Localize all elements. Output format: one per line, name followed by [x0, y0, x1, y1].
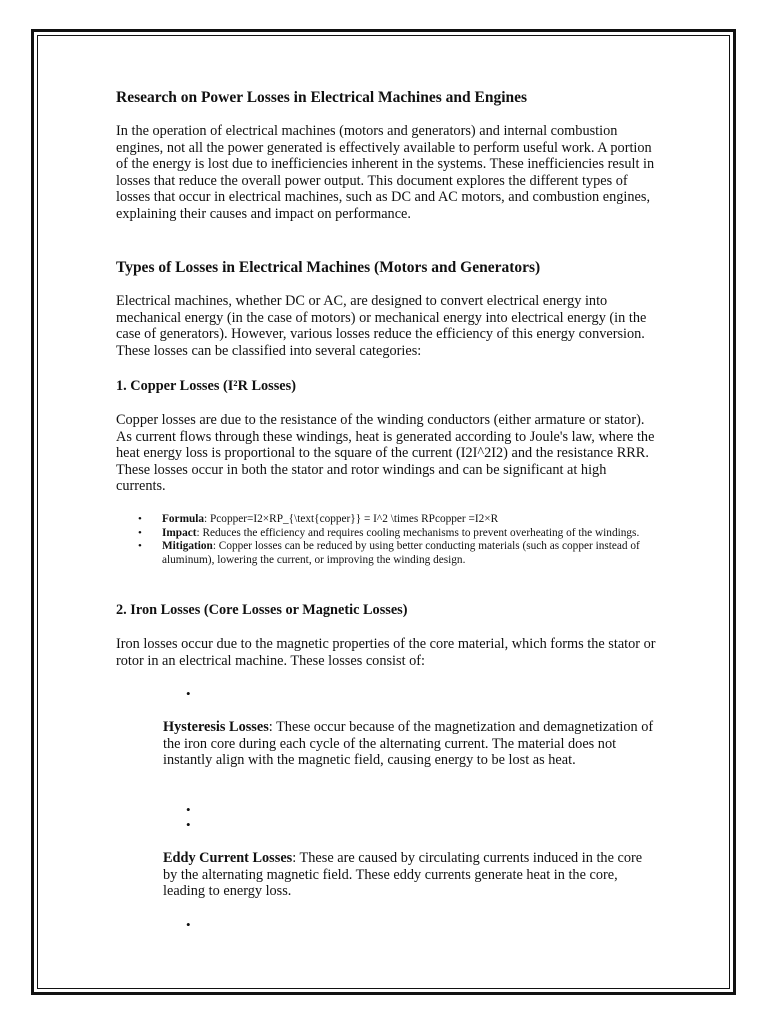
paragraph-eddy-current	[163, 850, 656, 900]
bullet-marker: •	[186, 917, 191, 932]
bullet-label: Mitigation	[162, 540, 213, 553]
eddy-text: : These are caused by circulating currents induced in the core by the alternating magnetic field. These eddy currents generate heat in the core, leading to energy loss.	[163, 850, 643, 900]
intro-paragraph: In the operation of electrical machines (motors and generators) and internal combustion engines, not all the power generated is effectively available to perform useful work. A portion of the energy is lost due to inefficiencies inherent in the systems. These inefficiencies result in losses that reduce the overall power output. This document explores the different types of losses that occur in electrical machines, such as DC and AC motors, and combustion engines, explaining their causes and impact on performance.	[116, 123, 655, 222]
paragraph-hysteresis	[163, 719, 656, 769]
bullet-marker: •	[186, 817, 191, 832]
copper-bullet-list	[136, 513, 646, 567]
bullet-label: Impact	[162, 526, 197, 539]
bullet-text: : Copper losses can be reduced by using better conducting materials (such as copper instead of aluminum), lowering the current, or improving the winding design.	[162, 540, 640, 566]
list-item-formula	[136, 513, 646, 527]
bullet-marker: •	[186, 802, 191, 817]
section-heading-types: Types of Losses in Electrical Machines (Motors and Generators)	[116, 259, 541, 276]
section-paragraph-types: Electrical machines, whether DC or AC, are designed to convert electrical energy into mechanical energy (in the case of motors) or mechanical energy into electrical energy (in the case of generators). However, various losses reduce the efficiency of this energy conversion. These losses can be classified into several categories:	[116, 293, 647, 359]
list-item-impact	[136, 527, 646, 541]
document-title: Research on Power Losses in Electrical Machines and Engines	[116, 89, 528, 106]
heading-copper-losses: 1. Copper Losses (I²R Losses)	[116, 378, 296, 394]
bullet-label: Formula	[162, 513, 205, 525]
bullet-marker: •	[186, 686, 191, 701]
hysteresis-text: : These occur because of the magnetization and demagnetization of the iron core during each cycle of the alternating current. The material does not instantly align with the magnetic field, causing energy to be lost as heat.	[163, 719, 654, 769]
hysteresis-label: Hysteresis Losses	[163, 719, 269, 735]
paragraph-copper-losses: Copper losses are due to the resistance of the winding conductors (either armature or stator). As current flows through these windings, heat is generated according to Joule's law, where the heat energy loss is proportional to the square of the current (I2I^2I2) and the resistance RRR. These losses occur in both the stator and rotor windings and can be significant at high currents.	[116, 412, 655, 495]
list-item-mitigation	[136, 540, 646, 567]
bullet-text: : Pcopper=I2×RP_{\text{copper}} = I^2 \times RPcopper =I2×R	[204, 513, 499, 525]
eddy-label: Eddy Current Losses	[163, 850, 293, 866]
heading-iron-losses: 2. Iron Losses (Core Losses or Magnetic Losses)	[116, 602, 408, 618]
paragraph-iron-losses: Iron losses occur due to the magnetic properties of the core material, which forms the stator or rotor in an electrical machine. These losses consist of:	[116, 636, 656, 669]
bullet-text: : Reduces the efficiency and requires cooling mechanisms to prevent overheating of the windings.	[196, 526, 640, 539]
